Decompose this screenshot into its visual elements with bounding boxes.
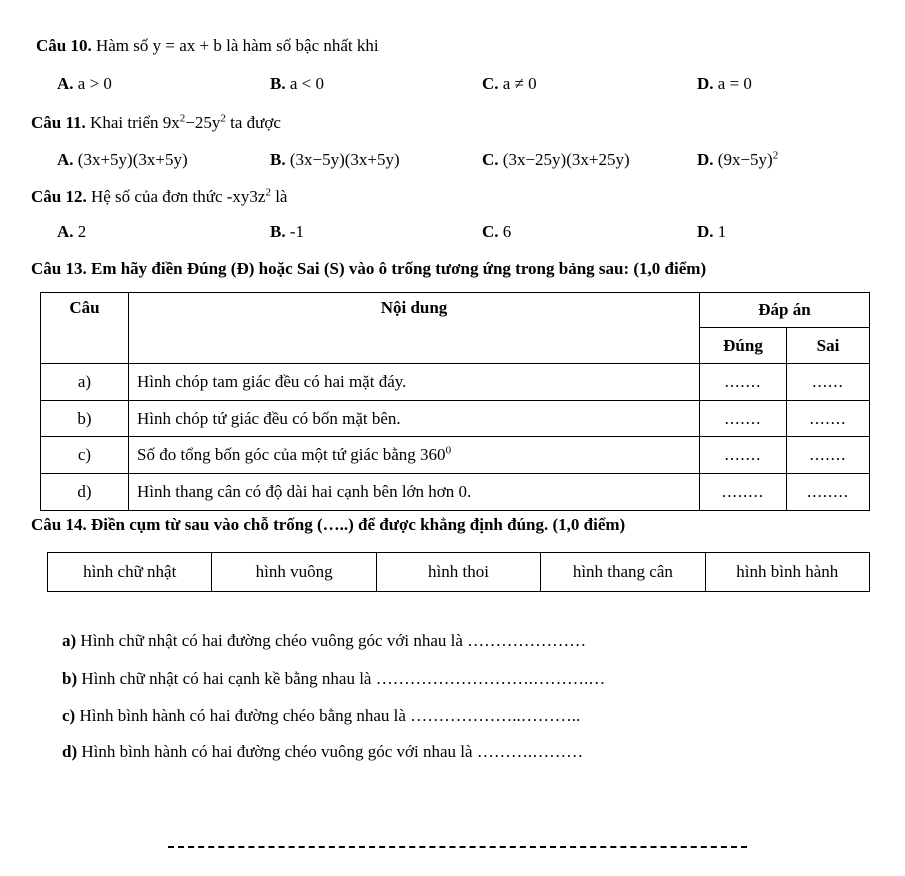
row-label: a) bbox=[41, 364, 129, 401]
header-dap-an: Đáp án bbox=[700, 293, 870, 328]
word-bank-item: hình thang cân bbox=[541, 553, 705, 592]
question-11: Câu 11. Khai triển $9x^2-25y^2$ ta được bbox=[31, 112, 281, 132]
q10-option-c: C. a ≠ 0 bbox=[482, 74, 537, 93]
q10-option-a: A. a > 0 bbox=[57, 74, 112, 93]
q10-option-b: B. a < 0 bbox=[270, 74, 324, 93]
row-content: Số đo tổng bốn góc của một tứ giác bằng $360^0$ bbox=[129, 437, 700, 474]
answer-sai-blank[interactable]: ...... bbox=[787, 364, 870, 401]
word-bank-table bbox=[47, 552, 870, 592]
q12-option-c: C. 6 bbox=[482, 222, 512, 241]
answer-dung-blank[interactable]: ....... bbox=[700, 401, 787, 437]
row-label: b) bbox=[41, 401, 129, 437]
header-sai: Sai bbox=[787, 328, 870, 364]
word-bank-item: hình chữ nhật bbox=[48, 553, 212, 592]
q10-option-d: D. a = 0 bbox=[697, 74, 752, 93]
true-false-table bbox=[40, 292, 870, 511]
row-label: d) bbox=[41, 474, 129, 511]
table-row bbox=[41, 437, 870, 474]
header-cau: Câu bbox=[41, 293, 129, 364]
q12-option-b: B. -1 bbox=[270, 222, 305, 241]
question-11-label: Câu 11. bbox=[31, 113, 86, 132]
answer-sai-blank[interactable]: ....... bbox=[787, 401, 870, 437]
fill-item-c[interactable]: c) Hình bình hành có hai đường chéo bằng nhau là ………………..……….. bbox=[62, 706, 581, 725]
answer-dung-blank[interactable]: ........ bbox=[700, 474, 787, 511]
row-label: c) bbox=[41, 437, 129, 474]
question-10-label: Câu 10. bbox=[36, 36, 92, 55]
table-row bbox=[41, 474, 870, 511]
q11-option-c: C. (3x−25y)(3x+25y) bbox=[482, 150, 630, 169]
word-bank-item: hình thoi bbox=[376, 553, 540, 592]
fill-item-b[interactable]: b) Hình chữ nhật có hai cạnh kề bằng nhau là ……………………….……….… bbox=[62, 669, 606, 688]
q12-option-d: D. 1 bbox=[697, 222, 727, 241]
fill-item-a[interactable]: a) Hình chữ nhật có hai đường chéo vuông góc với nhau là ………………… bbox=[62, 631, 587, 650]
row-content: Hình thang cân có độ dài hai cạnh bên lớn hơn 0. bbox=[129, 474, 700, 511]
header-dung: Đúng bbox=[700, 328, 787, 364]
header-noi-dung: Nội dung bbox=[129, 293, 700, 364]
word-bank-item: hình bình hành bbox=[705, 553, 869, 592]
row-content: Hình chóp tứ giác đều có bốn mặt bên. bbox=[129, 401, 700, 437]
q11-option-a: A. (3x+5y)(3x+5y) bbox=[57, 150, 188, 169]
answer-sai-blank[interactable]: ........ bbox=[787, 474, 870, 511]
table-row bbox=[41, 401, 870, 437]
q12-option-a: A. 2 bbox=[57, 222, 87, 241]
question-10-text: Hàm số y = ax + b là hàm số bậc nhất khi bbox=[91, 36, 379, 55]
dashed-separator bbox=[168, 846, 747, 848]
question-13-title: Câu 13. Em hãy điền Đúng (Đ) hoặc Sai (S) vào ô trống tương ứng trong bảng sau: (1,0 điểm) bbox=[31, 259, 707, 278]
answer-dung-blank[interactable]: ....... bbox=[700, 364, 787, 401]
fill-item-d[interactable]: d) Hình bình hành có hai đường chéo vuông góc với nhau là ……….……… bbox=[62, 742, 584, 761]
word-bank-item: hình vuông bbox=[212, 553, 376, 592]
q11-option-d: D. $(9x-5y)^2$ bbox=[697, 149, 779, 169]
row-content: Hình chóp tam giác đều có hai mặt đáy. bbox=[129, 364, 700, 401]
question-10 bbox=[36, 36, 379, 56]
answer-sai-blank[interactable]: ....... bbox=[787, 437, 870, 474]
table-row bbox=[41, 364, 870, 401]
question-12-label: Câu 12. bbox=[31, 187, 87, 206]
question-14-title: Câu 14. Điền cụm từ sau vào chỗ trống (…..) để được khẳng định đúng. (1,0 điểm) bbox=[31, 515, 626, 534]
q11-option-b: B. (3x−5y)(3x+5y) bbox=[270, 150, 400, 169]
question-12: Câu 12. Hệ số của đơn thức $-xy3z^2$ là bbox=[31, 186, 288, 206]
answer-dung-blank[interactable]: ....... bbox=[700, 437, 787, 474]
